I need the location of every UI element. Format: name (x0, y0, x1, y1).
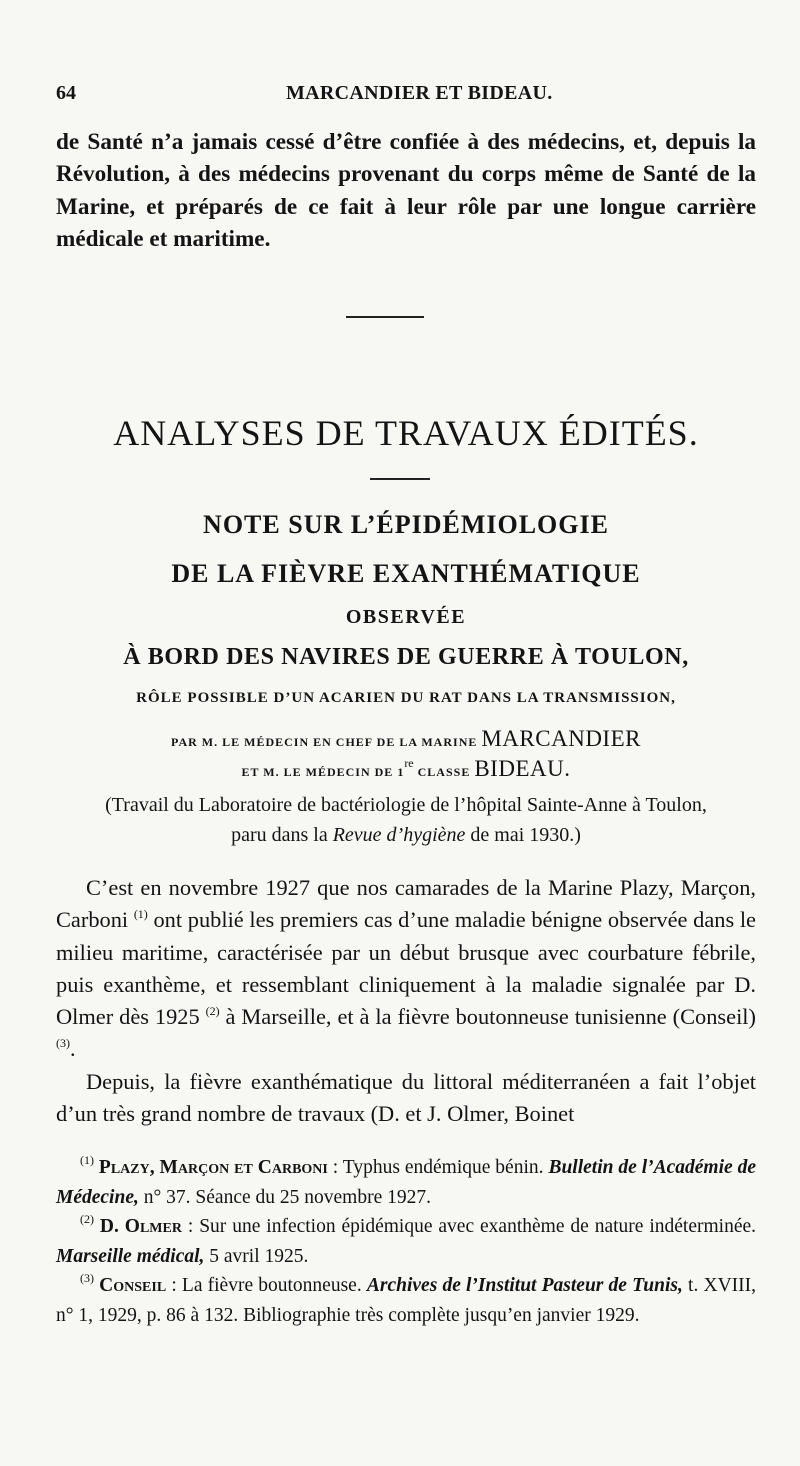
separator-rule-long (346, 316, 424, 318)
author2-name: BIDEAU. (474, 756, 571, 781)
credit-line-1: (Travail du Laboratoire de bactériologie de l’hôpital Sainte-Anne à Toulon, (105, 794, 707, 816)
page-number: 64 (56, 82, 76, 104)
footnote-ref-2[interactable]: (2) (205, 1004, 220, 1019)
article-title-line-3: OBSERVÉE (345, 606, 467, 628)
footnote-ref-3[interactable]: (3) (56, 1036, 70, 1051)
article-subtitle: RÔLE POSSIBLE D’UN ACARIEN DU RAT DANS LA TRANSMISSION, (136, 690, 676, 706)
article-credit (56, 790, 756, 850)
article-title-line-4: À BORD DES NAVIRES DE GUERRE À TOULON, (123, 644, 689, 670)
author2-rank-sup: re (404, 756, 414, 770)
credit-line-2: paru dans la Revue d’hygiène de mai 1930.) (231, 824, 581, 846)
separator-rule-short (370, 478, 430, 480)
author2-prefix: ET M. LE MÉDECIN DE 1 (241, 765, 405, 779)
document-page (56, 0, 756, 1466)
footnotes (56, 1153, 756, 1330)
page-header (56, 82, 756, 112)
article-title-line-2: DE LA FIÈVRE EXANTHÉMATIQUE (171, 559, 641, 588)
author-line-1 (56, 726, 756, 752)
footnote-3: $^{(3)}$ Conseil : La fièvre boutonneuse. Archives de l’Institut Pasteur de Tunis, t. XVIII, n° 1, 1929, p. 86 à 132. Bibliographie très complète jusqu’en janvier 1929. (56, 1271, 757, 1326)
section-title: ANALYSES DE TRAVAUX ÉDITÉS. (113, 413, 699, 453)
article-body (56, 872, 756, 1130)
intro-paragraph: de Santé n’a jamais cessé d’être confiée à des médecins, et, depuis la Révolution, à des médecins provenant du corps même de Santé de la Marine, et préparés de ce fait à leur rôle par une longue carrière médicale et maritime. (56, 129, 756, 252)
footnote-ref-1[interactable]: (1) (133, 907, 148, 922)
journal-title: Revue d’hygiène (332, 824, 466, 846)
author1-name: MARCANDIER (481, 726, 641, 751)
body-paragraph-1: C’est en novembre 1927 que nos camarades de la Marine Plazy, Marçon, Carboni $^{(1)}$ ont publié les premiers cas d’une maladie bénigne observée dans le milieu maritime, caractérisée par un début brusque avec courbature fébrile, puis exanthème, et ressemblant cliniquement à la maladie signalée par D. Olmer dès 1925 $^{(2)}$ à Marseille, et à la fièvre boutonneuse tunisienne (Conseil) $^{(3)}$. (56, 875, 756, 1062)
running-title: MARCANDIER ET BIDEAU. (286, 82, 553, 104)
article-title-line-1: NOTE SUR L’ÉPIDÉMIOLOGIE (203, 510, 609, 539)
author-line-2 (56, 756, 756, 782)
author1-prefix: PAR M. LE MÉDECIN EN CHEF DE LA MARINE (171, 735, 478, 749)
body-paragraph-2: Depuis, la fièvre exanthématique du littoral méditerranéen a fait l’objet d’un très grand nombre de travaux (D. et J. Olmer, Boinet (56, 1068, 756, 1127)
footnote-1: $^{(1)}$ Plazy, Marçon et Carboni : Typhus endémique bénin. Bulletin de l’Académie de Médecine, n° 37. Séance du 25 novembre 1927. (56, 1153, 756, 1208)
author2-suffix: CLASSE (417, 765, 471, 779)
footnote-2: $^{(2)}$ D. Olmer : Sur une infection épidémique avec exanthème de nature indéterminée. Marseille médical, 5 avril 1925. (56, 1212, 757, 1267)
